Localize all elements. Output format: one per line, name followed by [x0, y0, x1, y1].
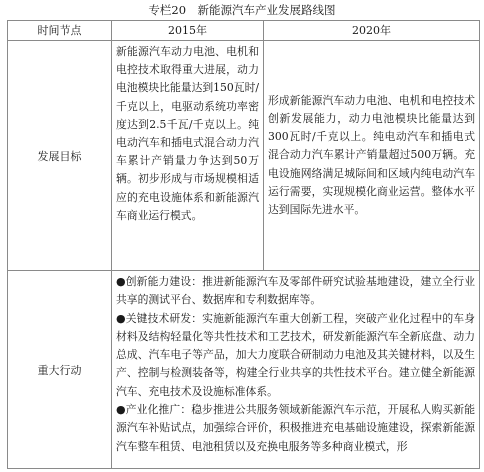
action-item [116, 273, 475, 310]
goals-2020-text: 形成新能源汽车动力电池、电机和电控技术创新发展能力，动力电池模块比能量达到300瓦时/千克以上。纯电动汽车和插电式混合动力汽车累计产销量超过500万辆。充电设施网络满足城际间和区域内纯电动汽车运行需要，实现规模化商业运营。整体水平达到国际先进水平。 [268, 93, 475, 216]
goals-label: 发展目标 [8, 41, 112, 271]
bullet-icon: ● [116, 311, 126, 325]
action-item-text: 关键技术研发：实施新能源汽车重大创新工程，突破产业化过程中的车身材料及结构轻量化等共性技术和工艺技术，研发新能源汽车全新底盘、动力总成、汽车电子等产品，加大力度联合研制动力电池及其关键材料，以及生产、控制与检测装备等，构建全行业共享的共性技术平台。建立健全新能源汽车、充电技术及设施标准体系。 [116, 311, 475, 398]
goals-2015-cell [112, 41, 264, 271]
action-item [116, 310, 475, 401]
roadmap-table [7, 20, 480, 469]
actions-list [116, 273, 475, 468]
actions-row [8, 271, 480, 469]
actions-cell [112, 271, 480, 469]
header-time-node: 时间节点 [8, 21, 112, 41]
goals-row [8, 41, 480, 271]
bullet-icon: ● [116, 275, 126, 288]
table-title: 专栏20 新能源汽车产业发展路线图 [148, 3, 336, 17]
bullet-icon: ● [116, 403, 126, 417]
actions-label: 重大行动 [8, 271, 112, 469]
header-2015: 2015年 [112, 21, 264, 41]
action-item-text: 产业化推广：稳步推进公共服务领域新能源汽车示范，开展私人购买新能源汽车补贴试点，加强综合评价，积极推进充电基础设施建设，探索新能源汽车整车租赁、电池租赁以及充换电服务等多种商业模式，形 [116, 403, 475, 453]
goals-2015-text: 新能源汽车动力电池、电机和电控技术取得重大进展，动力电池模块比能量达到150瓦时/千克以上，电驱动系统功率密度达到2.5千瓦/千克以上。纯电动汽车和插电式混合动力汽车累计产销量力争达到50万辆。初步形成与市场规模相适应的充电设施体系和新能源汽车商业运行模式。 [116, 45, 260, 222]
header-row [8, 21, 480, 41]
goals-2020-cell [264, 41, 480, 271]
header-2020: 2020年 [264, 21, 480, 41]
action-item [116, 401, 475, 456]
action-item-text: 创新能力建设：推进新能源汽车及零部件研究试验基地建设，建立全行业共享的测试平台、数据库和专利数据库等。 [116, 275, 475, 307]
